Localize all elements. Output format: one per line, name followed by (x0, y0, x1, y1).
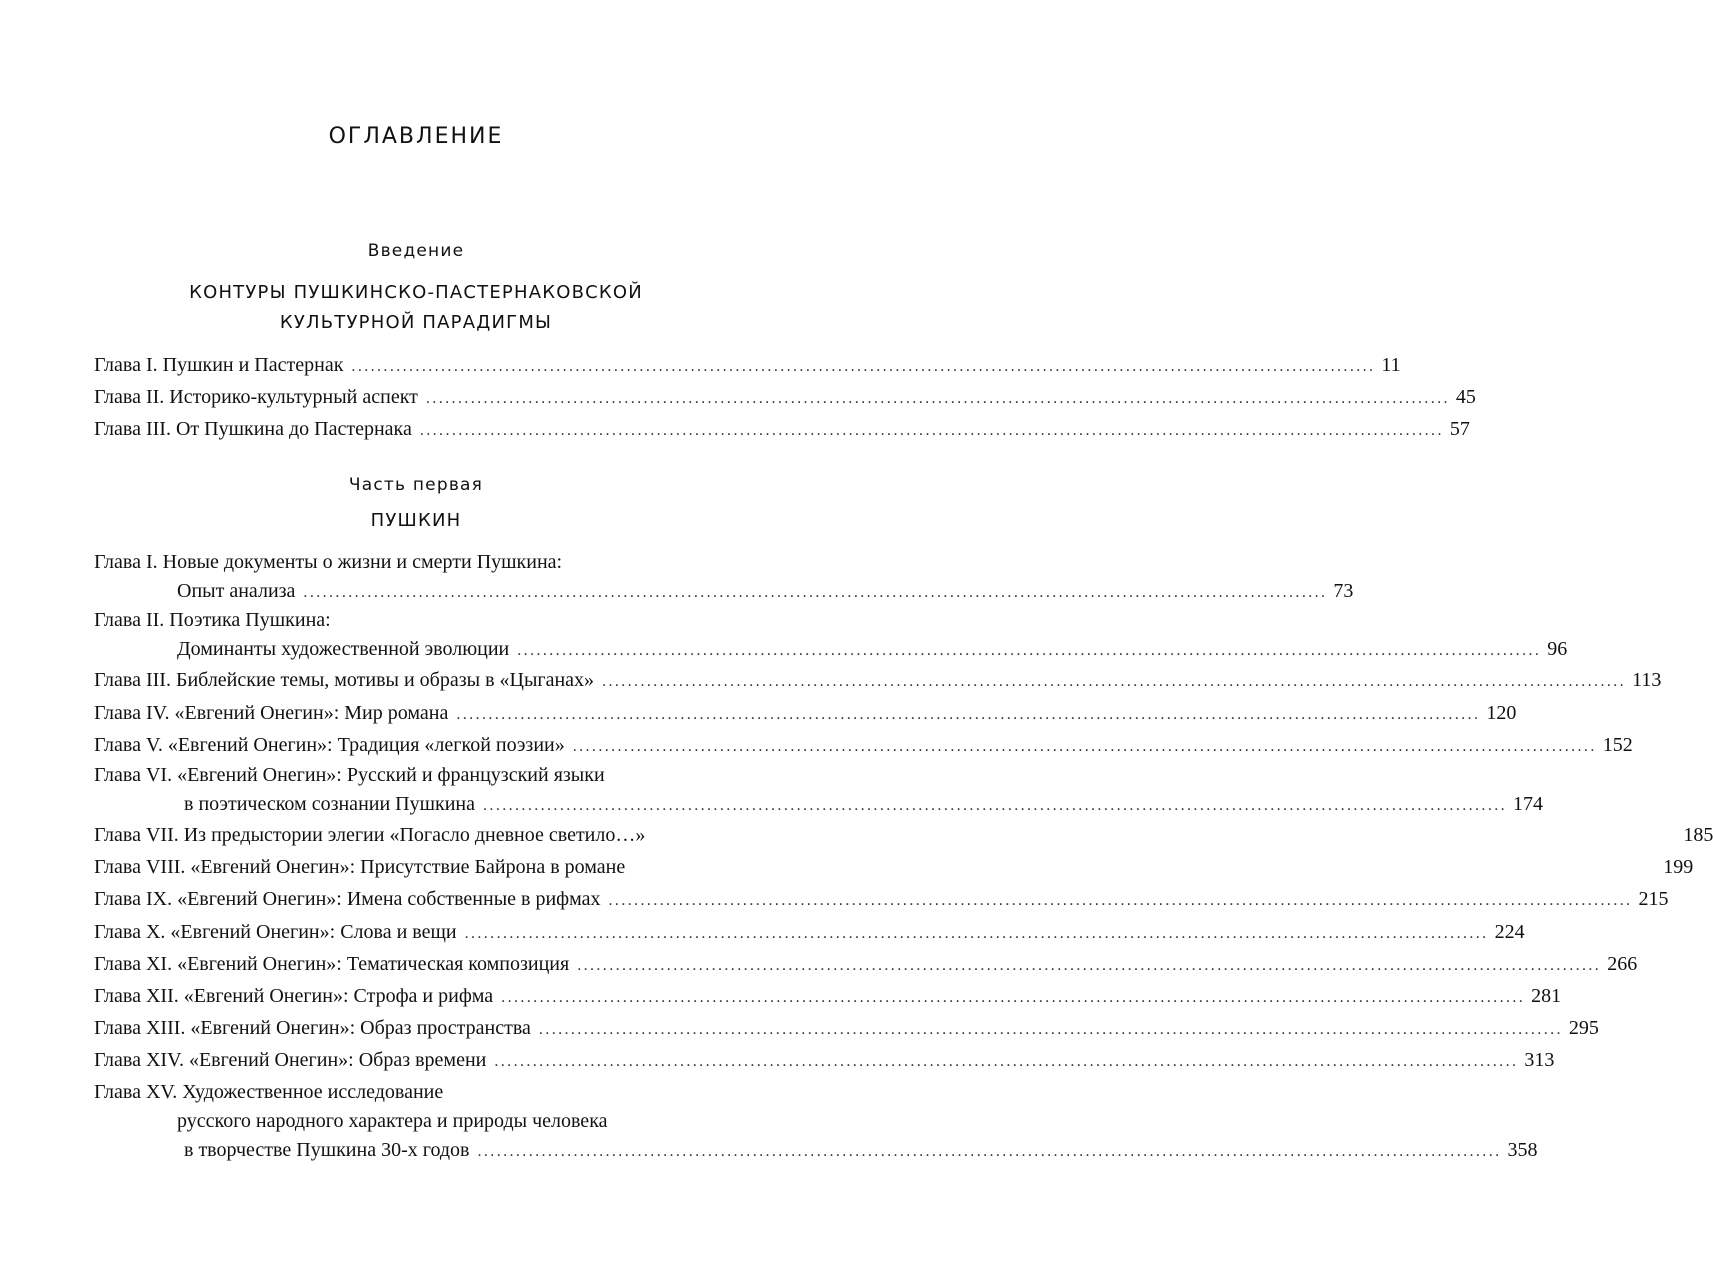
entry-title: Глава II. Историко-культурный аспект (94, 386, 418, 408)
leader-dots: ................................................................................................................................................................ (456, 706, 1481, 723)
page-number: 174 (1513, 793, 1544, 815)
page-number: 57 (1449, 418, 1470, 440)
toc-entry[interactable] (94, 351, 1401, 381)
entry-title: Глава XII. «Евгений Онегин»: Строфа и рифма (94, 985, 494, 1007)
page-number: 113 (1632, 669, 1662, 691)
entry-title: Глава XI. «Евгений Онегин»: Тематическая композиция (94, 953, 570, 975)
page-number: 96 (1547, 638, 1568, 660)
entry-title-line2: Опыт анализа (177, 580, 296, 602)
toc-entry[interactable] (94, 415, 1470, 445)
toc-entry[interactable] (94, 853, 1694, 883)
page-number: 266 (1607, 953, 1638, 975)
entry-title: Глава IX. «Евгений Онегин»: Имена собственные в рифмах (94, 888, 601, 910)
entry-title-line2: Доминанты художественной эволюции (177, 638, 510, 660)
entry-title: Глава XIV. «Евгений Онегин»: Образ времени (94, 1049, 487, 1071)
toc-entry[interactable] (94, 606, 1568, 665)
toc-entry[interactable] (94, 821, 1713, 851)
leader-dots: ................................................................................................................................................................ (517, 642, 1542, 659)
page-number: 358 (1507, 1139, 1538, 1161)
entry-title: Глава III. Библейские темы, мотивы и образы в «Цыганах» (94, 669, 595, 691)
toc-entry[interactable] (94, 918, 1525, 948)
entry-title: Глава XIII. «Евгений Онегин»: Образ пространства (94, 1017, 531, 1039)
leader-dots: ................................................................................................................................................................ (419, 422, 1444, 439)
leader-dots: ................................................................................................................................................................ (602, 673, 1627, 690)
entry-title-line2: русского народного характера и природы человека (177, 1110, 608, 1132)
entry-title: Глава VII. Из предыстории элегии «Погасло дневное светило…» (94, 824, 646, 846)
page-number: 185 (1683, 824, 1713, 846)
entry-title: Глава V. «Евгений Онегин»: Традиция «легкой поэзии» (94, 734, 565, 756)
entry-title: Глава VIII. «Евгений Онегин»: Присутствие Байрона в романе (94, 856, 626, 878)
intro-label: Введение (367, 241, 465, 261)
leader-dots: ................................................................................................................................................................ (351, 358, 1376, 375)
toc-entry[interactable] (94, 1078, 1538, 1166)
page-number: 120 (1486, 702, 1517, 724)
entry-title: Глава IV. «Евгений Онегин»: Мир романа (94, 702, 449, 724)
entry-title: Глава I. Пушкин и Пастернак (94, 354, 344, 376)
intro-heading (94, 278, 738, 338)
page-number: 281 (1531, 985, 1562, 1007)
leader-dots: ................................................................................................................................................................ (303, 584, 1328, 601)
toc-entry[interactable] (94, 548, 1354, 607)
leader-dots: ................................................................................................................................................................ (572, 738, 1597, 755)
page-number: 313 (1524, 1049, 1555, 1071)
intro-heading-line1: КОНТУРЫ ПУШКИНСКО-ПАСТЕРНАКОВСКОЙ (189, 282, 643, 303)
entry-title-line1: Глава I. Новые документы о жизни и смерти Пушкина: (94, 551, 563, 573)
leader-dots: ................................................................................................................................................................ (608, 892, 1633, 909)
leader-dots: ................................................................................................................................................................ (425, 390, 1450, 407)
entry-title-line1: Глава XV. Художественное исследование (94, 1081, 444, 1103)
page-title: ОГЛАВЛЕНИЕ (328, 124, 504, 149)
entry-title: Глава X. «Евгений Онегин»: Слова и вещи (94, 921, 457, 943)
page-number: 199 (1663, 856, 1694, 878)
entry-title-line2: в поэтическом сознании Пушкина (184, 793, 476, 815)
toc-entry[interactable] (94, 982, 1562, 1012)
part1-heading: ПУШКИН (370, 510, 462, 531)
leader-dots: ................................................................................................................................................................ (483, 797, 1508, 814)
toc-entry[interactable] (94, 885, 1669, 915)
page-number: 73 (1333, 580, 1354, 602)
page-number: 215 (1638, 888, 1669, 910)
toc-entry[interactable] (94, 731, 1633, 761)
page-number: 295 (1568, 1017, 1599, 1039)
page-number: 11 (1381, 354, 1401, 376)
toc-entry[interactable] (94, 1014, 1599, 1044)
toc-entry[interactable] (94, 666, 1662, 696)
toc-entry[interactable] (94, 950, 1638, 980)
toc-entry[interactable] (94, 383, 1476, 413)
entry-title-line3: в творчестве Пушкина 30-х годов (184, 1139, 470, 1161)
entry-title-line1: Глава VI. «Евгений Онегин»: Русский и французский языки (94, 764, 605, 786)
page-number: 45 (1455, 386, 1476, 408)
leader-dots: ................................................................................................................................................................ (464, 925, 1489, 942)
part1-label: Часть первая (348, 475, 484, 495)
leader-dots: ................................................................................................................................................................ (477, 1143, 1502, 1160)
leader-dots: ................................................................................................................................................................ (494, 1053, 1519, 1070)
toc-entry[interactable] (94, 1046, 1555, 1076)
leader-dots: ................................................................................................................................................................ (538, 1021, 1563, 1038)
toc-entry[interactable] (94, 761, 1544, 820)
page-number: 152 (1602, 734, 1633, 756)
toc-entry[interactable] (94, 699, 1517, 729)
intro-heading-line2: КУЛЬТУРНОЙ ПАРАДИГМЫ (279, 312, 553, 333)
leader-dots: ................................................................................................................................................................ (577, 957, 1602, 974)
entry-title-line1: Глава II. Поэтика Пушкина: (94, 609, 331, 631)
leader-dots: ................................................................................................................................................................ (501, 989, 1526, 1006)
page-number: 224 (1494, 921, 1525, 943)
entry-title: Глава III. От Пушкина до Пастернака (94, 418, 412, 440)
